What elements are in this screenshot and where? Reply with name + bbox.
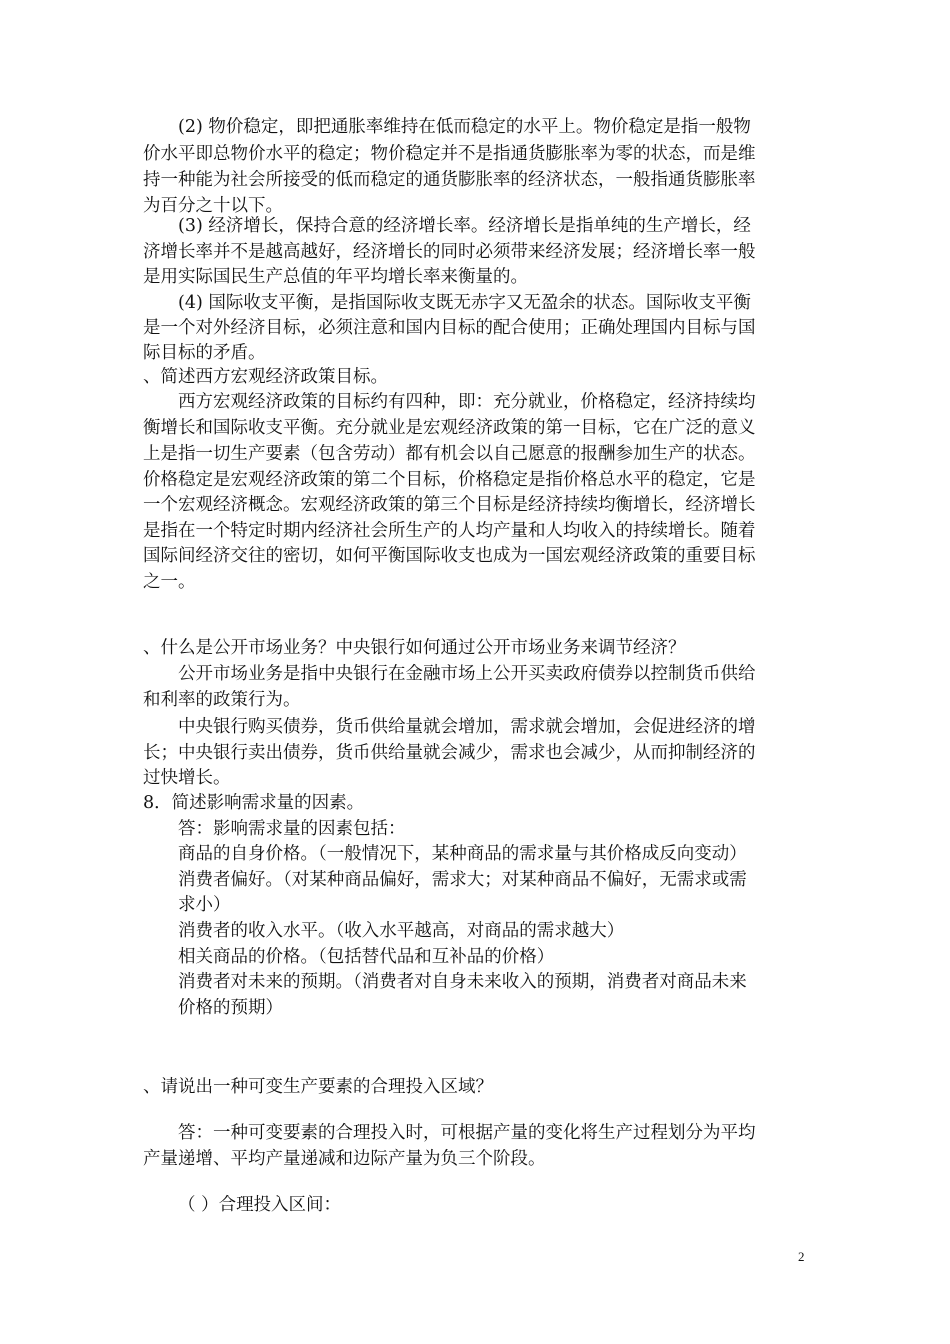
section-heading: 、请说出一种可变生产要素的合理投入区域？ [143, 1077, 493, 1097]
text-line: 消费者对未来的预期。（消费者对自身未来收入的预期，消费者对商品未来 [178, 972, 747, 992]
text-line: 中央银行购买债券，货币供给量就会增加，需求就会增加，会促进经济的增 [178, 717, 756, 737]
text-line: 是用实际国民生产总值的年平均增长率来衡量的。 [143, 267, 528, 287]
text-line: 和利率的政策行为。 [143, 690, 301, 710]
text-line: 西方宏观经济政策的目标约有四种，即：充分就业，价格稳定，经济持续均 [178, 392, 756, 412]
text-line: 产量递增、平均产量递减和边际产量为负三个阶段。 [143, 1149, 546, 1169]
page-number: 2 [798, 1249, 805, 1264]
text-line: 答：影响需求量的因素包括： [178, 819, 406, 839]
text-line: 求小） [178, 895, 231, 915]
text-line: 消费者的收入水平。（收入水平越高，对商品的需求越大） [178, 921, 625, 941]
text-line: 消费者偏好。（对某种商品偏好，需求大；对某种商品不偏好，无需求或需 [178, 870, 747, 890]
text-line: (3) 经济增长，保持合意的经济增长率。经济增长是指单纯的生产增长，经 [178, 216, 751, 236]
section-heading: 、什么是公开市场业务？中央银行如何通过公开市场业务来调节经济？ [143, 638, 686, 658]
text-line: 过快增长。 [143, 768, 231, 788]
text-line: 价格的预期） [178, 998, 283, 1018]
text-line: 一个宏观经济概念。宏观经济政策的第三个目标是经济持续均衡增长，经济增长 [143, 495, 756, 515]
text-line: 答：一种可变要素的合理投入时，可根据产量的变化将生产过程划分为平均 [178, 1123, 756, 1143]
text-line: 价格稳定是宏观经济政策的第二个目标，价格稳定是指价格总水平的稳定，它是 [143, 470, 756, 490]
section-heading: 、简述西方宏观经济政策目标。 [143, 367, 388, 387]
text-line: 是一个对外经济目标，必须注意和国内目标的配合使用；正确处理国内目标与国 [143, 318, 756, 338]
section-heading: 8．简述影响需求量的因素。 [143, 793, 365, 813]
text-line: 商品的自身价格。（一般情况下，某种商品的需求量与其价格成反向变动） [178, 844, 747, 864]
text-line: 相关商品的价格。（包括替代品和互补品的价格） [178, 947, 555, 967]
text-line: 价水平即总物价水平的稳定；物价稳定并不是指通货膨胀率为零的状态，而是维 [143, 144, 756, 164]
text-line: 持一种能为社会所接受的低而稳定的通货膨胀率的经济状态，一般指通货膨胀率 [143, 170, 756, 190]
text-line: 济增长率并不是越高越好，经济增长的同时必须带来经济发展；经济增长率一般 [143, 242, 756, 262]
text-line: 公开市场业务是指中央银行在金融市场上公开买卖政府债券以控制货币供给 [178, 664, 756, 684]
text-line: （ ）合理投入区间： [178, 1195, 342, 1215]
text-line: 衡增长和国际收支平衡。充分就业是宏观经济政策的第一目标，它在广泛的意义 [143, 418, 756, 438]
text-line: 长；中央银行卖出债券，货币供给量就会减少，需求也会减少，从而抑制经济的 [143, 743, 756, 763]
text-line: 际目标的矛盾。 [143, 343, 266, 363]
text-line: 国际间经济交往的密切，如何平衡国际收支也成为一国宏观经济政策的重要目标 [143, 546, 756, 566]
text-line: (4) 国际收支平衡，是指国际收支既无赤字又无盈余的状态。国际收支平衡 [178, 293, 751, 313]
text-line: 为百分之十以下。 [143, 196, 283, 216]
text-line: 上是指一切生产要素（包含劳动）都有机会以自己愿意的报酬参加生产的状态。 [143, 444, 756, 464]
text-line: (2) 物价稳定，即把通胀率维持在低而稳定的水平上。物价稳定是指一般物 [178, 117, 751, 137]
text-line: 之一。 [143, 572, 196, 592]
text-line: 是指在一个特定时期内经济社会所生产的人均产量和人均收入的持续增长。随着 [143, 521, 756, 541]
